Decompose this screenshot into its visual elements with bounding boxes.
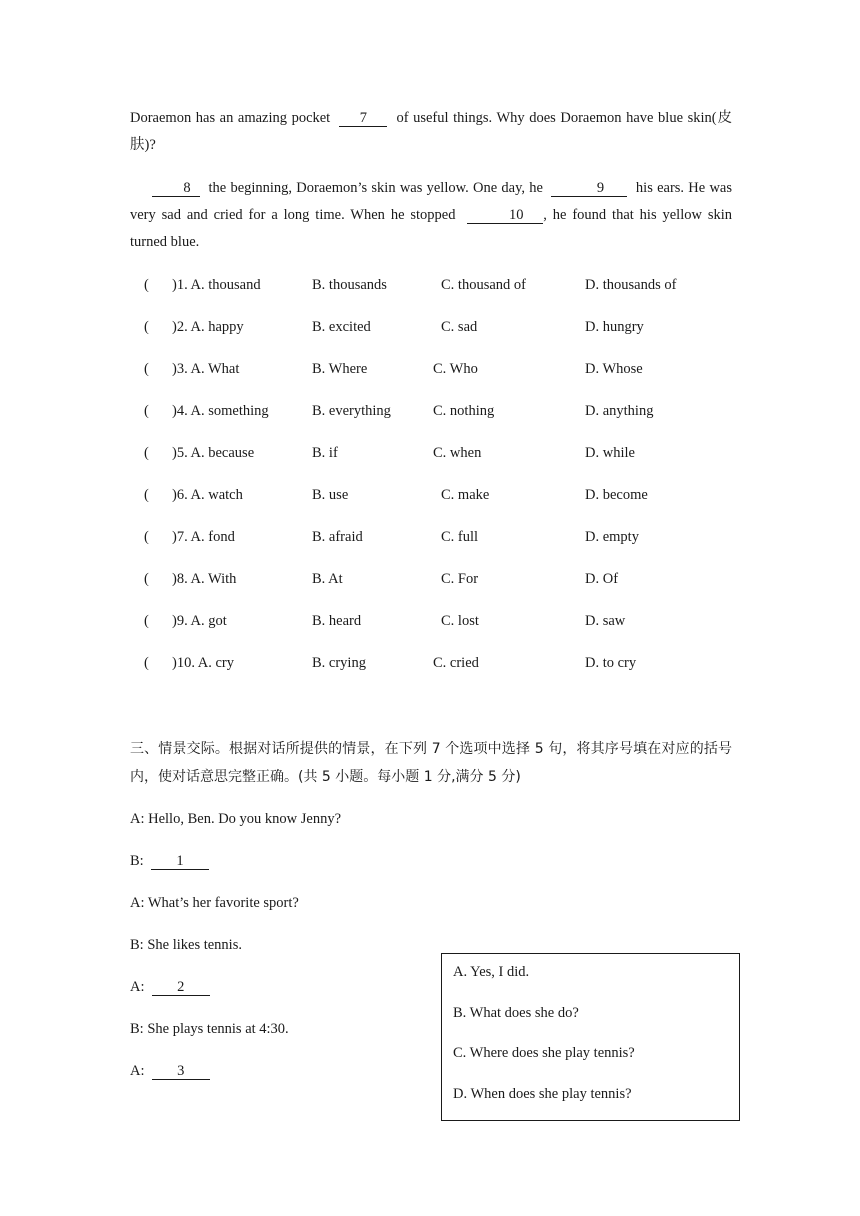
question-option-d: D. Whose [585,361,643,377]
question-option-a: )7. A. fond [172,529,235,545]
question-option-b: B. thousands [312,277,387,293]
section-3-heading: 三、情景交际。根据对话所提供的情景，在下列 7 个选项中选择 5 句，将其序号填在对应的括号内，使对话意思完整正确。(共 5 小题。每小题 1 分,满分 5 分) [130,741,732,785]
question-option-a: )10. A. cry [172,655,235,671]
blank-8: 8 [152,180,200,197]
answer-paren: ( [144,319,149,335]
question-option-d: D. hungry [585,319,644,335]
question-option-b: B. excited [312,319,371,335]
blank-9: 9 [551,180,627,197]
question-row [144,529,744,549]
question-option-b: B. Where [312,361,368,377]
passage-text: , he found that his yellow skin turned blue. [130,207,732,250]
question-option-a: )4. A. something [172,403,269,419]
blank-10: 10 [467,207,543,224]
question-option-b: B. use [312,487,349,503]
dialogue-blank-1: 1 [151,853,209,870]
option-item: C. Where does she play tennis? [453,1045,635,1061]
answer-paren: ( [144,277,149,293]
question-row [144,613,744,633]
question-row [144,361,744,381]
dialogue-blank-2: 2 [152,979,210,996]
passage-text: of useful things. Why does Doraemon have blue skin(皮肤)? [130,110,733,153]
options-box [441,953,740,1121]
answer-paren: ( [144,529,149,545]
passage-text: the beginning, Doraemon’s skin was yellow. One day, he [208,180,543,196]
dialogue-speaker: B: [130,853,144,869]
answer-paren: ( [144,655,149,671]
question-row [144,655,744,675]
question-option-a: )3. A. What [172,361,240,377]
question-row [144,319,744,339]
question-option-a: )2. A. happy [172,319,244,335]
blank-7: 7 [339,110,387,127]
question-option-c: C. lost [441,613,479,629]
answer-paren: ( [144,403,149,419]
option-item: A. Yes, I did. [453,964,530,980]
passage-paragraph-1 [130,105,732,159]
question-option-d: D. become [585,487,648,503]
question-option-c: C. cried [433,655,479,671]
question-option-c: C. full [441,529,479,545]
question-option-d: D. empty [585,529,639,545]
passage-paragraph-2 [130,175,732,256]
question-option-c: C. nothing [433,403,495,419]
answer-paren: ( [144,445,149,461]
question-option-b: B. At [312,571,343,587]
question-option-c: C. make [441,487,490,503]
answer-paren: ( [144,571,149,587]
question-option-c: C. thousand of [441,277,526,293]
dialogue-line: B: She plays tennis at 4:30. [130,1021,289,1037]
question-option-d: D. while [585,445,635,461]
question-option-a: )8. A. With [172,571,237,587]
question-option-b: B. afraid [312,529,363,545]
question-row [144,403,744,423]
question-row [144,445,744,465]
dialogue-line [130,979,210,996]
question-option-d: D. saw [585,613,626,629]
question-option-c: C. when [433,445,482,461]
question-option-d: D. anything [585,403,654,419]
question-option-d: D. to cry [585,655,637,671]
dialogue-line: A: What’s her favorite sport? [130,895,299,911]
question-option-a: )1. A. thousand [172,277,261,293]
answer-paren: ( [144,613,149,629]
question-option-a: )9. A. got [172,613,227,629]
passage-text: Doraemon has an amazing pocket [130,110,331,126]
dialogue-speaker: A: [130,1063,145,1079]
question-option-b: B. everything [312,403,391,419]
question-option-c: C. sad [441,319,478,335]
answer-paren: ( [144,487,149,503]
question-row [144,571,744,591]
answer-paren: ( [144,361,149,377]
question-option-b: B. crying [312,655,366,671]
question-option-a: )6. A. watch [172,487,243,503]
question-option-a: )5. A. because [172,445,255,461]
question-option-b: B. heard [312,613,362,629]
dialogue-line: B: She likes tennis. [130,937,242,953]
dialogue-speaker: A: [130,979,145,995]
option-item: B. What does she do? [453,1005,579,1021]
question-option-c: C. Who [433,361,478,377]
question-option-d: D. Of [585,571,619,587]
question-option-b: B. if [312,445,338,461]
dialogue-line [130,853,209,870]
dialogue-blank-3: 3 [152,1063,210,1080]
dialogue-line: A: Hello, Ben. Do you know Jenny? [130,811,342,827]
question-row [144,487,744,507]
question-option-c: C. For [441,571,479,587]
passage-text: his ears. He was very sad and cried for a long time. When he stopped [130,180,732,223]
option-item: D. When does she play tennis? [453,1086,632,1102]
dialogue-line [130,1063,210,1080]
question-row [144,277,744,297]
question-option-d: D. thousands of [585,277,677,293]
